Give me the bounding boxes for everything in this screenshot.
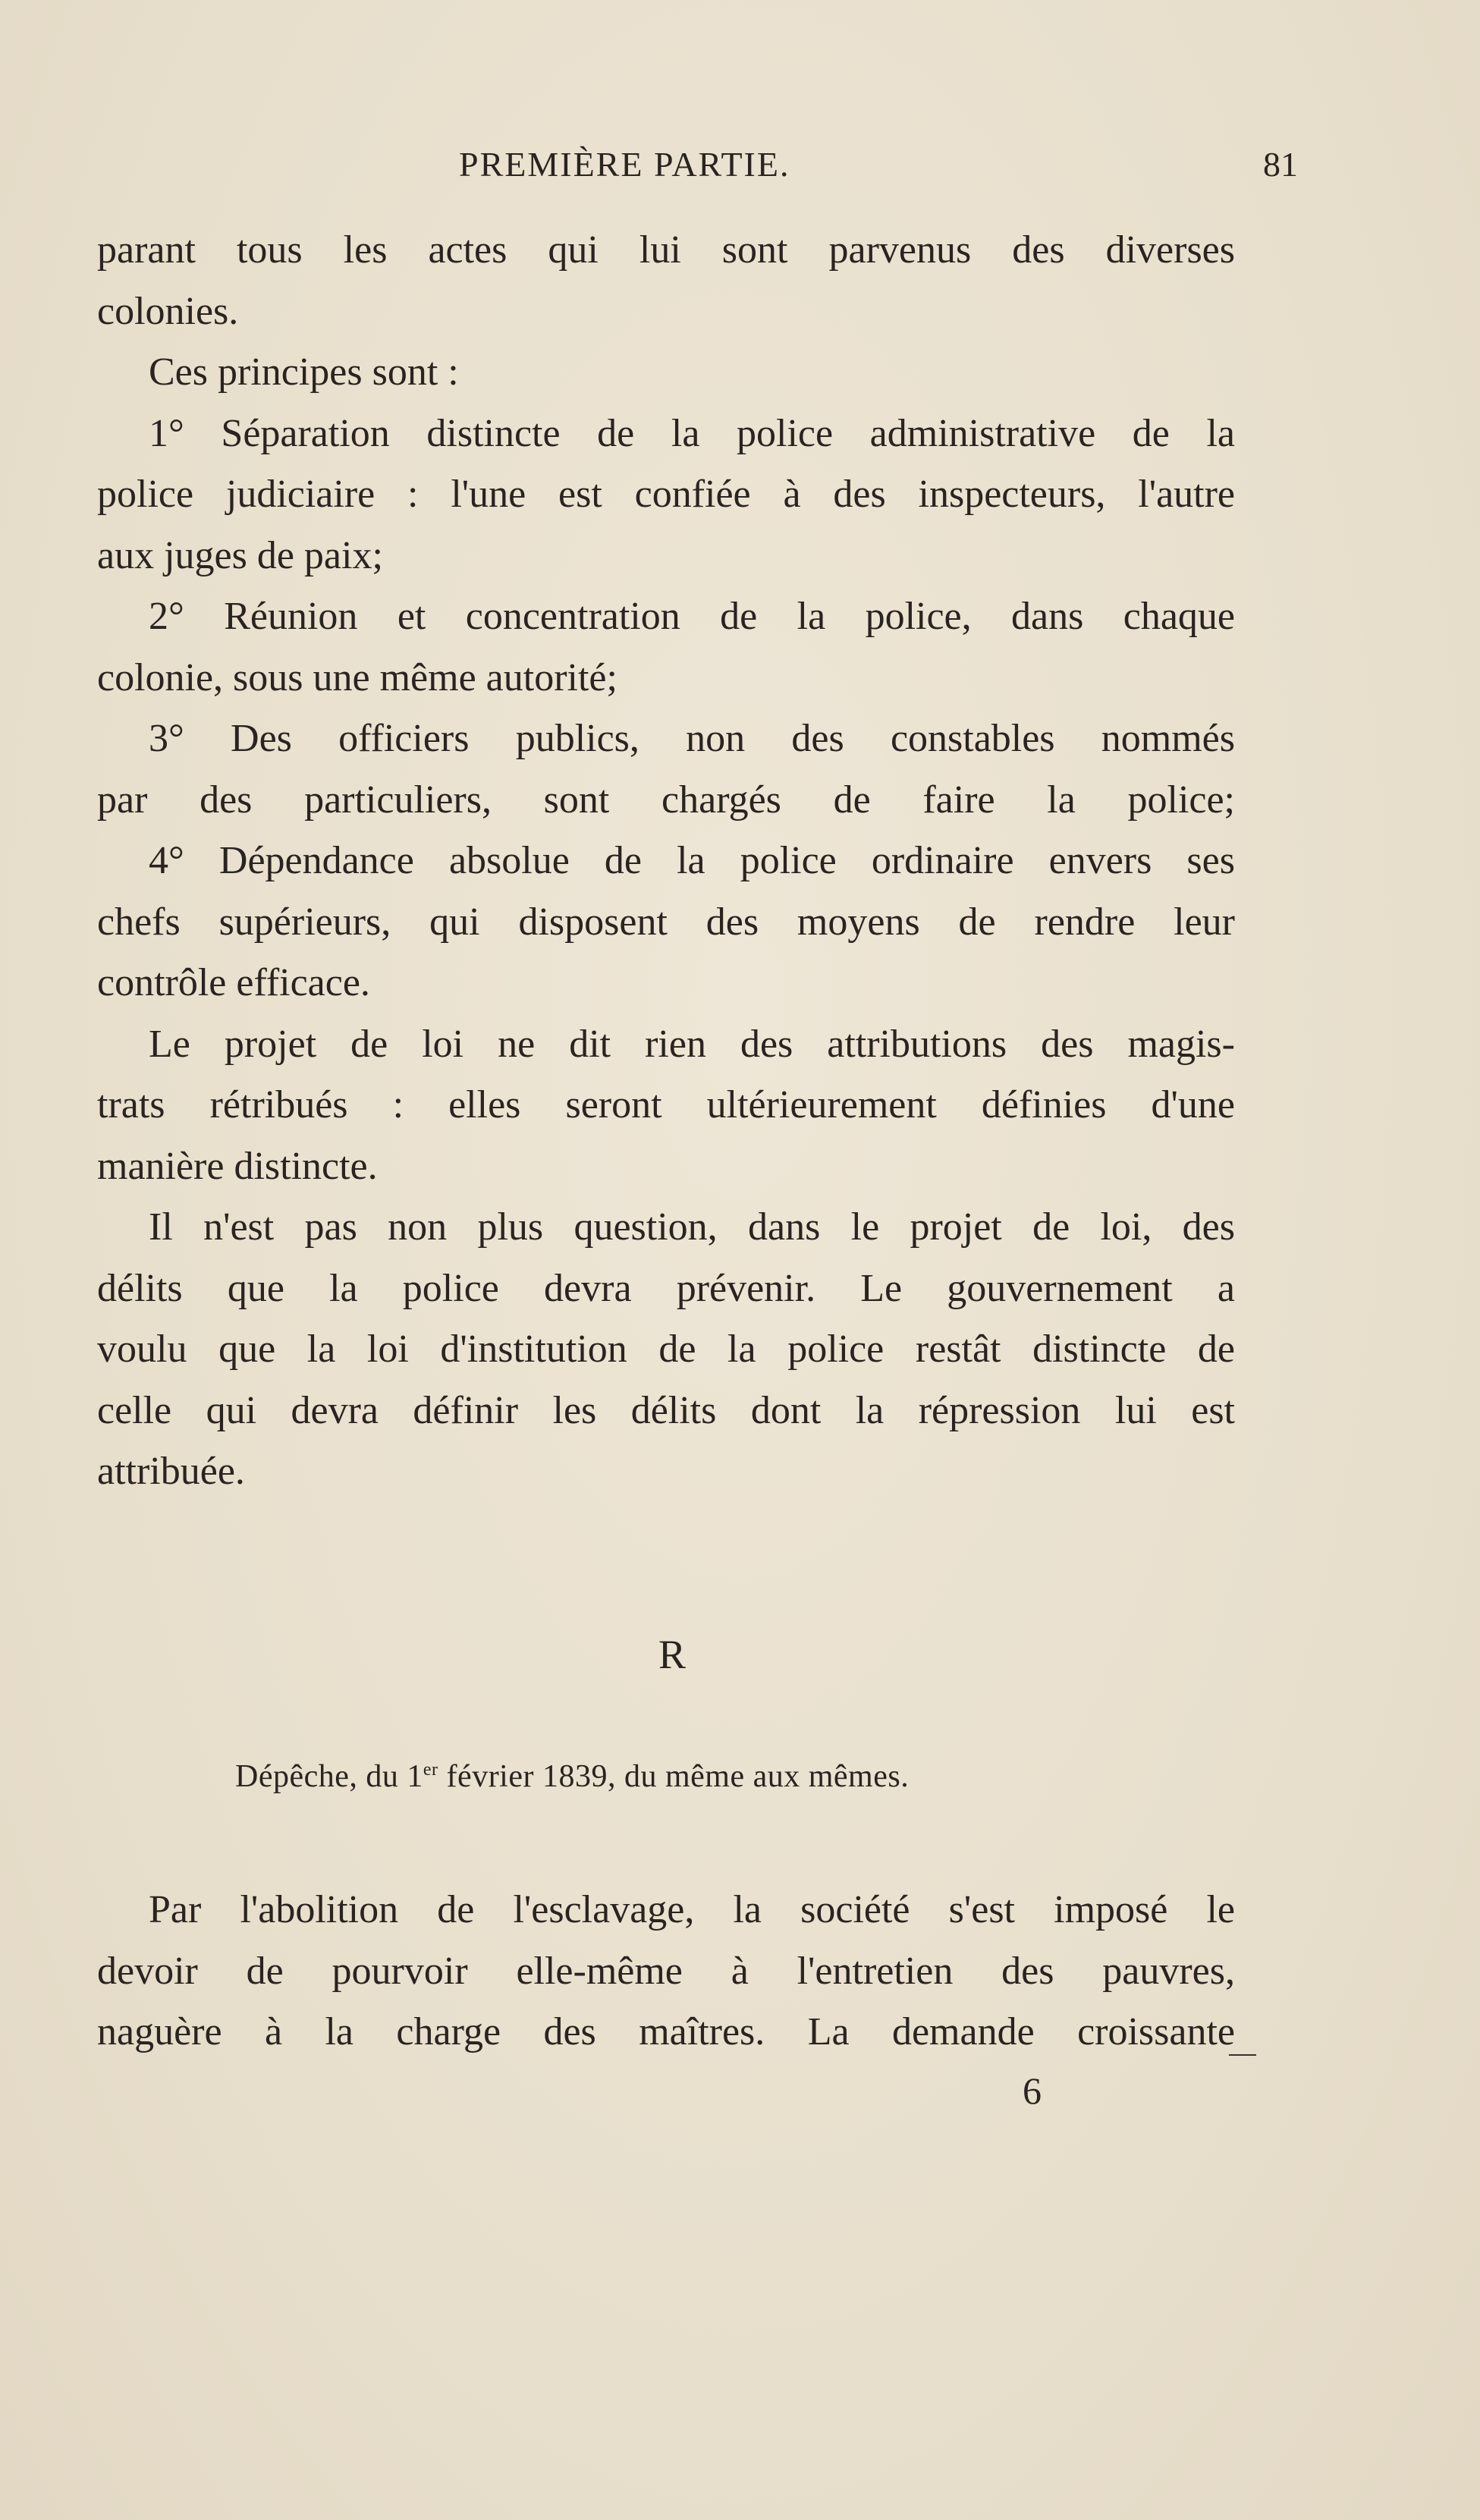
- catchword-rule: [1229, 2054, 1256, 2056]
- dispatch-text: Dépêche, du 1: [235, 1759, 423, 1794]
- text-line: Par l'abolition de l'esclavage, la société s'est imposé le: [149, 1888, 1235, 1931]
- text-line: 4° Dépendance absolue de la police ordinaire envers ses: [149, 839, 1235, 882]
- text-line: devoir de pourvoir elle-même à l'entretien des pauvres,: [97, 1949, 1235, 1993]
- text-line: chefs supérieurs, qui disposent des moyens de rendre leur: [97, 900, 1235, 944]
- text-line: celle qui devra définir les délits dont la répression lui est: [97, 1388, 1235, 1432]
- dispatch-superscript: er: [423, 1760, 438, 1780]
- text-line: 1° Séparation distincte de la police administrative de la: [149, 411, 1235, 455]
- text-line: par des particuliers, sont chargés de faire la police;: [97, 778, 1235, 822]
- text-line: Le projet de loi ne dit rien des attributions des magis-: [149, 1022, 1235, 1066]
- running-head: PREMIÈRE PARTIE.: [459, 145, 790, 184]
- dispatch-heading: [235, 1758, 909, 1795]
- text-line: colonies.: [97, 289, 239, 333]
- section-letter: R: [658, 1632, 687, 1677]
- dispatch-text: février 1839, du même aux mêmes.: [438, 1759, 910, 1794]
- text-line: naguère à la charge des maîtres. La demande croissante: [97, 2010, 1235, 2053]
- text-line: délits que la police devra prévenir. Le gouvernement a: [97, 1266, 1235, 1310]
- text-line: parant tous les actes qui lui sont parvenus des diverses: [97, 228, 1235, 272]
- text-block-principles: [97, 220, 1235, 1503]
- text-line: 3° Des officiers publics, non des constables nommés: [149, 717, 1235, 760]
- text-line: voulu que la loi d'institution de la police restât distincte de: [97, 1328, 1235, 1371]
- text-line: aux juges de paix;: [97, 533, 383, 577]
- text-line: manière distincte.: [97, 1144, 378, 1188]
- text-block-dispatch: [97, 1880, 1235, 2063]
- text-line: trats rétribués : elles seront ultérieurement définies d'une: [97, 1083, 1235, 1126]
- signature-mark: 6: [1023, 2069, 1042, 2112]
- text-line: 2° Réunion et concentration de la police, dans chaque: [149, 595, 1235, 638]
- text-line: colonie, sous une même autorité;: [97, 655, 617, 699]
- text-line: police judiciaire : l'une est confiée à des inspecteurs, l'autre: [97, 473, 1235, 516]
- text-line: contrôle efficace.: [97, 961, 370, 1004]
- page-number: 81: [1263, 145, 1298, 184]
- text-line: attribuée.: [97, 1450, 245, 1493]
- text-line: Il n'est pas non plus question, dans le projet de loi, des: [149, 1205, 1235, 1249]
- text-line: Ces principes sont :: [149, 350, 459, 394]
